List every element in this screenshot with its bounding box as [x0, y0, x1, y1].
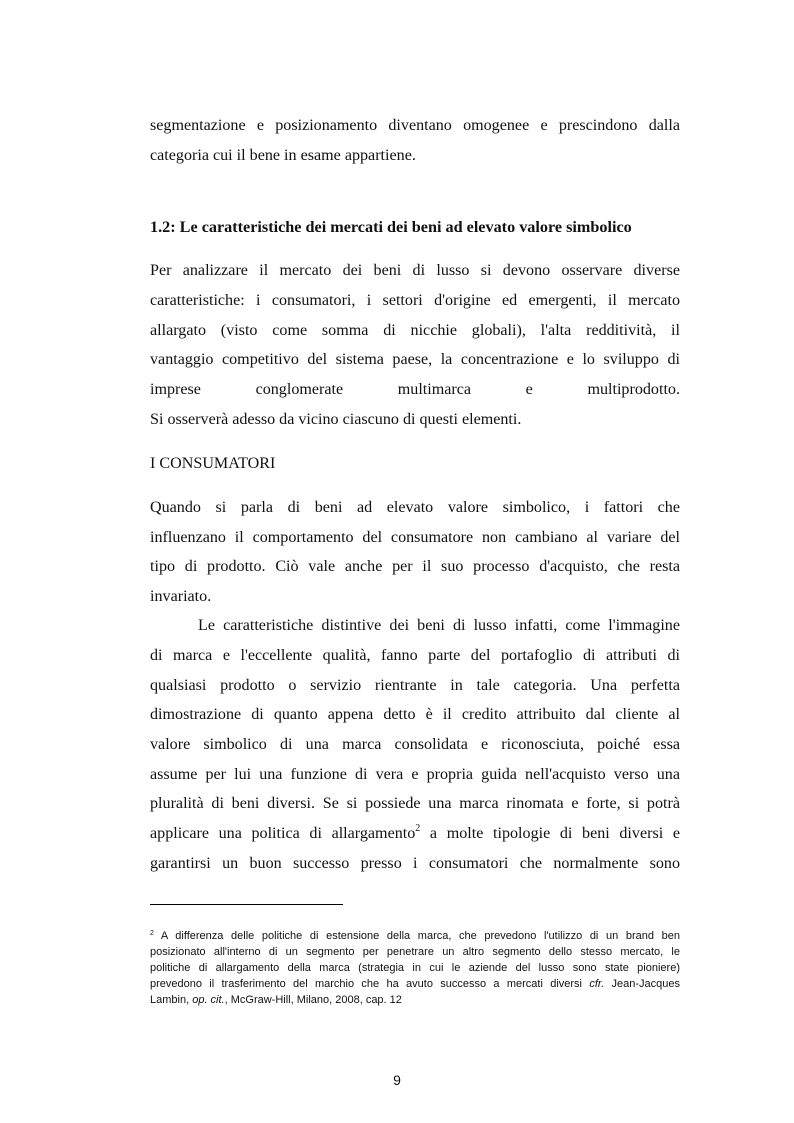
body-line: valore simbolico di una marca consolidata e riconosciuta, poiché essa — [150, 736, 680, 753]
footnote-italic: op. cit. — [192, 994, 225, 1006]
body-line: qualsiasi prodotto o servizio rientrante in tale categoria. Una perfetta — [150, 677, 680, 694]
footnote-reference[interactable]: 2 — [415, 823, 421, 834]
body-line — [150, 825, 680, 845]
body-line: assume per lui una funzione di vera e propria guida nell'acquisto verso una — [150, 766, 680, 783]
footnote-line — [150, 977, 680, 992]
footnote-line — [150, 929, 680, 945]
body-line: Quando si parla di beni ad elevato valore simbolico, i fattori che — [150, 499, 680, 516]
body-line: categoria cui il bene in esame appartiene. — [150, 147, 416, 164]
footnote-text: Lambin, — [150, 994, 193, 1006]
footnote-line: posizionato all'interno di un segmento per penetrare un altro segmento dello stesso mercato, le — [150, 946, 680, 958]
body-line: allargato (visto come somma di nicchie globali), l'alta redditività, il — [150, 322, 680, 339]
body-line: segmentazione e posizionamento diventano omogenee e prescindono dalla — [150, 117, 680, 134]
body-line: di marca e l'eccellente qualità, fanno parte del portafoglio di attributi di — [150, 647, 680, 664]
footnote-text: Jean-Jacques — [604, 978, 680, 990]
footnote-separator — [150, 904, 343, 905]
footnote-italic: cfr. — [589, 978, 605, 990]
body-line: dimostrazione di quanto appena detto è il credito attribuito dal cliente al — [150, 706, 680, 723]
body-line: Si osserverà adesso da vicino ciascuno di questi elementi. — [150, 411, 522, 428]
body-line: imprese conglomerate multimarca e multiprodotto. — [150, 381, 680, 398]
body-line: influenzano il comportamento del consumatore non cambiano al variare del — [150, 529, 680, 546]
body-line: garantirsi un buon successo presso i consumatori che normalmente sono — [150, 855, 680, 872]
footnote-line — [150, 993, 680, 1008]
body-line: tipo di prodotto. Ciò vale anche per il suo processo d'acquisto, che resta — [150, 558, 680, 575]
body-line: caratteristiche: i consumatori, i settori d'origine ed emergenti, il mercato — [150, 292, 680, 309]
footnote-number: 2 — [150, 930, 154, 937]
footnote-text: , McGraw-Hill, Milano, 2008, cap. 12 — [224, 994, 402, 1006]
body-line: vantaggio competitivo del sistema paese, la concentrazione e lo sviluppo di — [150, 351, 680, 368]
body-line: Le caratteristiche distintive dei beni di lusso infatti, come l'immagine — [198, 617, 680, 634]
page-number: 9 — [393, 1072, 401, 1088]
footnote-line: politiche di allargamento della marca (strategia in cui le aziende del lusso sono state pioniere) — [150, 962, 680, 974]
footnote-text: prevedono il trasferimento del marchio che ha avuto successo a mercati diversi — [150, 978, 590, 990]
body-line: Per analizzare il mercato dei beni di lusso si devono osservare diverse — [150, 262, 680, 279]
body-text: a molte tipologie di beni diversi e — [420, 825, 680, 842]
subheading: I CONSUMATORI — [150, 455, 276, 472]
body-line: invariato. — [150, 588, 212, 605]
body-text: applicare una politica di allargamento — [150, 825, 416, 842]
section-heading: 1.2: Le caratteristiche dei mercati dei beni ad elevato valore simbolico — [150, 218, 632, 236]
footnote-text: A differenza delle politiche di estensione della marca, che prevedono l'utilizzo di un brand ben — [153, 930, 680, 942]
body-line: pluralità di beni diversi. Se si possiede una marca rinomata e forte, si potrà — [150, 795, 680, 812]
